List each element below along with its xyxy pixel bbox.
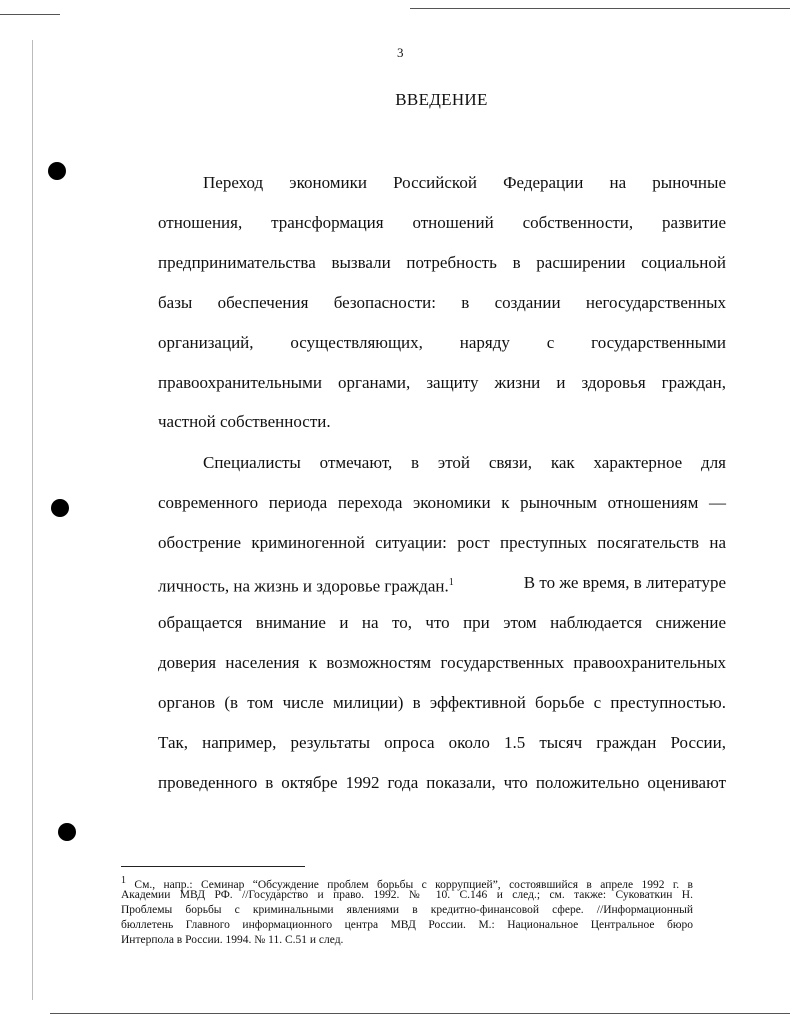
text-line: [158, 573, 726, 597]
text-line: частной собственности.: [158, 412, 331, 431]
footnote-marker: 1: [121, 875, 126, 886]
scan-edge: [32, 40, 33, 1000]
text-line: Так, например, результаты опроса около 1.5 тысяч граждан России,: [158, 733, 726, 752]
footnote-line: бюллетень Главного информационного центра МВД России. М.: Национальное Центральное бюро: [121, 919, 693, 931]
text-line: предпринимательства вызвали потребность в расширении социальной: [158, 253, 726, 272]
text-line: базы обеспечения безопасности: в создании негосударственных: [158, 293, 726, 312]
scan-edge: [50, 1013, 790, 1014]
scan-edge: [410, 8, 790, 9]
binding-hole-icon: [58, 823, 76, 841]
footnote-line: Интерпола в России. 1994. № 11. С.51 и след.: [121, 934, 344, 946]
text-line: обострение криминогенной ситуации: рост преступных посягательств на: [158, 533, 726, 552]
text-segment: личность, на жизнь и здоровье граждан.: [158, 576, 449, 596]
text-line: доверия населения к возможностям государственных правоохранительных: [158, 653, 726, 672]
footnote-text: См., напр.: Семинар “Обсуждение проблем борьбы с коррупцией”, состоявшийся в апреле 1992 г. в: [134, 878, 693, 891]
text-line: Специалисты отмечают, в этой связи, как характерное для: [203, 453, 726, 472]
footnote-line: Проблемы борьбы с криминальными явлениями в кредитно-финансовой сфере. //Информационный: [121, 904, 693, 916]
text-line: современного периода перехода экономики к рыночным отношениям —: [158, 493, 726, 512]
text-line: Переход экономики Российской Федерации на рыночные: [203, 173, 726, 192]
text-line: обращается внимание и на то, что при этом наблюдается снижение: [158, 613, 726, 632]
footnote-divider: [121, 866, 305, 867]
text-line: организаций, осуществляющих, наряду с государственными: [158, 333, 726, 352]
text-line: правоохранительными органами, защиту жизни и здоровья граждан,: [158, 373, 726, 392]
text-line: органов (в том числе милиции) в эффективной борьбе с преступностью.: [158, 693, 726, 712]
binding-hole-icon: [51, 499, 69, 517]
footnote-line: Академии МВД РФ. //Государство и право. 1992. № 10. С.146 и след.; см. также: Суковаткин Н.: [121, 889, 693, 901]
page-title: ВВЕДЕНИЕ: [395, 90, 488, 109]
text-line: проведенного в октябре 1992 года показали, что положительно оценивают: [158, 773, 726, 792]
binding-hole-icon: [48, 162, 66, 180]
footnote-ref: 1: [448, 577, 454, 588]
scan-edge: [0, 14, 60, 15]
text-line: отношения, трансформация отношений собственности, развитие: [158, 213, 726, 232]
text-segment: В то же время, в литературе: [523, 573, 726, 592]
page-number: 3: [397, 45, 404, 60]
